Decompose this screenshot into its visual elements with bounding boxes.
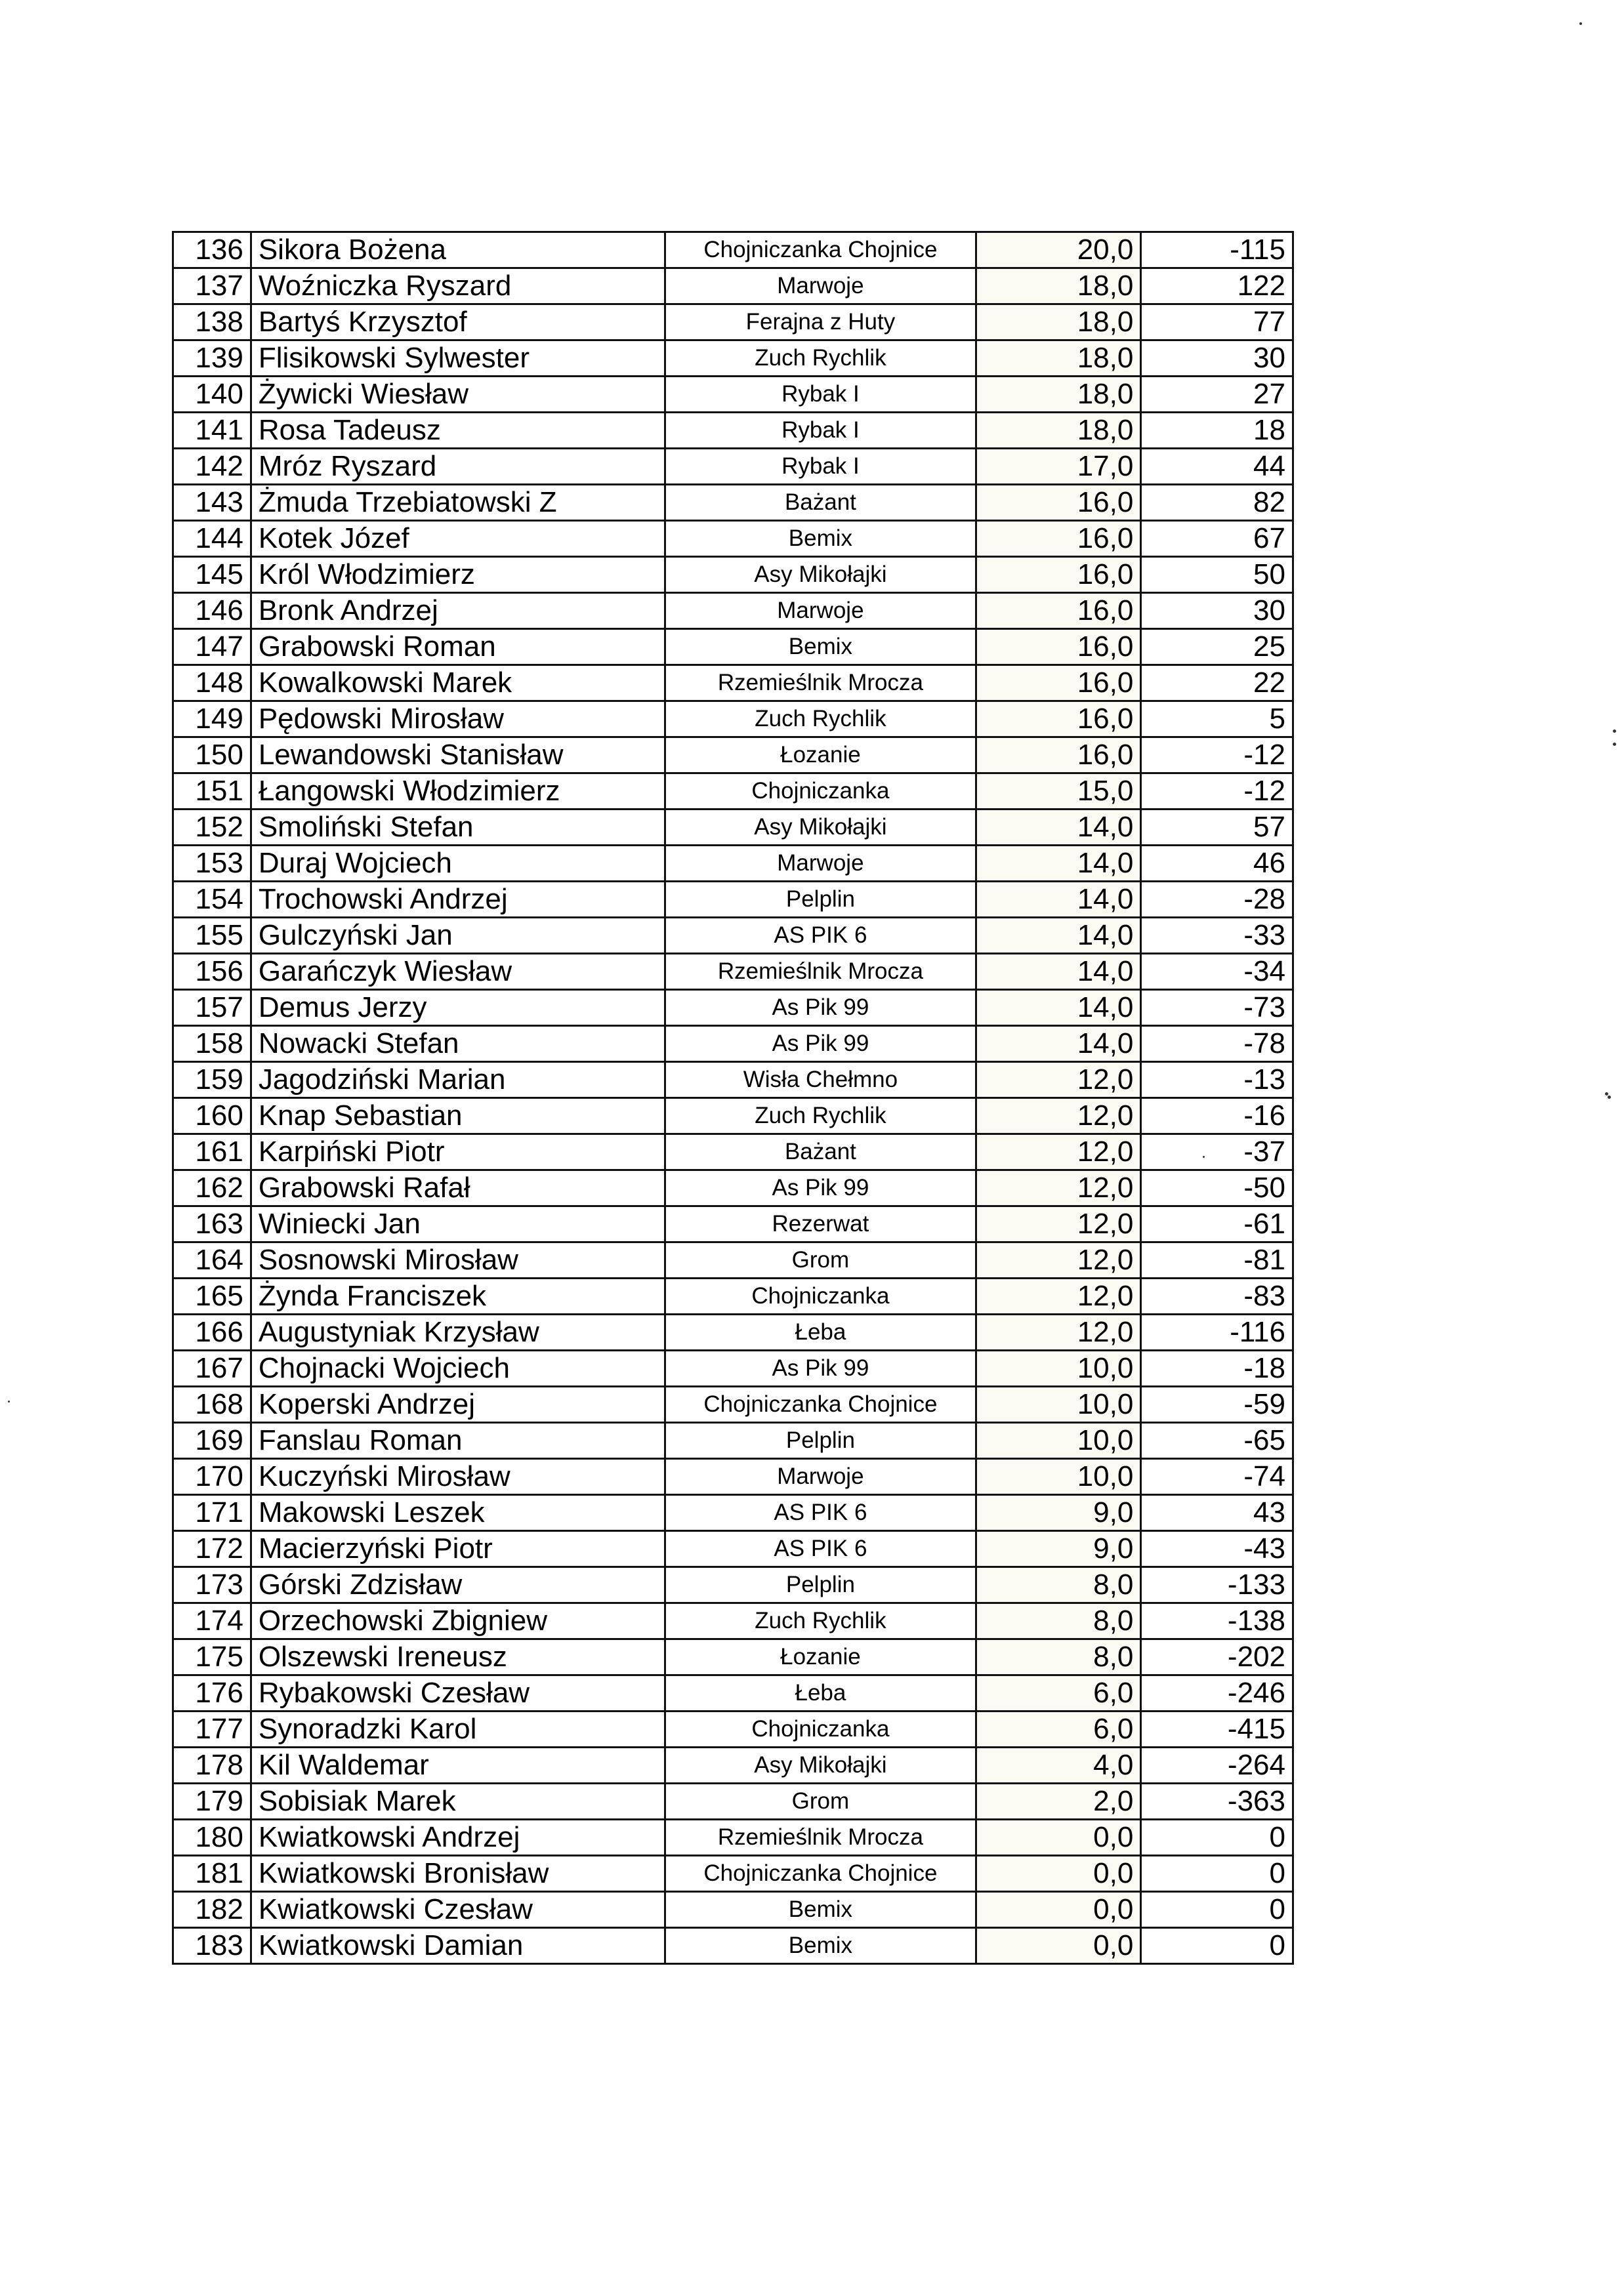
rank-cell: 158 <box>173 1026 251 1062</box>
table-row <box>173 1315 1293 1351</box>
points-cell: 12,0 <box>976 1315 1141 1351</box>
club-cell: Bażant <box>665 485 976 521</box>
points-cell: 18,0 <box>976 304 1141 340</box>
club-cell: AS PIK 6 <box>665 1531 976 1567</box>
player-name-cell: Flisikowski Sylwester <box>251 340 665 377</box>
points-cell: 12,0 <box>976 1206 1141 1242</box>
difference-cell: 46 <box>1141 846 1293 882</box>
rank-cell: 174 <box>173 1603 251 1639</box>
points-cell: 8,0 <box>976 1567 1141 1603</box>
rank-cell: 175 <box>173 1639 251 1675</box>
rank-cell: 160 <box>173 1098 251 1134</box>
player-name-cell: Kwiatkowski Andrzej <box>251 1820 665 1856</box>
points-cell: 0,0 <box>976 1892 1141 1928</box>
difference-cell: -81 <box>1141 1242 1293 1279</box>
scan-speck <box>1579 22 1582 25</box>
rank-cell: 168 <box>173 1387 251 1423</box>
rank-cell: 180 <box>173 1820 251 1856</box>
difference-cell: 30 <box>1141 593 1293 629</box>
points-cell: 16,0 <box>976 593 1141 629</box>
table-row <box>173 1062 1293 1098</box>
player-name-cell: Demus Jerzy <box>251 990 665 1026</box>
points-cell: 14,0 <box>976 846 1141 882</box>
table-row <box>173 629 1293 665</box>
rank-cell: 143 <box>173 485 251 521</box>
club-cell: As Pik 99 <box>665 1170 976 1206</box>
player-name-cell: Synoradzki Karol <box>251 1712 665 1748</box>
club-cell: Zuch Rychlik <box>665 1098 976 1134</box>
difference-cell: 67 <box>1141 521 1293 557</box>
rank-cell: 142 <box>173 449 251 485</box>
table-row <box>173 773 1293 810</box>
difference-cell: -363 <box>1141 1784 1293 1820</box>
difference-cell: 5 <box>1141 701 1293 737</box>
rank-cell: 161 <box>173 1134 251 1170</box>
table-row <box>173 1459 1293 1495</box>
club-cell: As Pik 99 <box>665 1026 976 1062</box>
table-row <box>173 1495 1293 1531</box>
difference-cell: -59 <box>1141 1387 1293 1423</box>
scan-speck <box>1605 1092 1608 1096</box>
rank-cell: 151 <box>173 773 251 810</box>
club-cell: Ferajna z Huty <box>665 304 976 340</box>
rank-cell: 147 <box>173 629 251 665</box>
rank-cell: 178 <box>173 1748 251 1784</box>
player-name-cell: Macierzyński Piotr <box>251 1531 665 1567</box>
club-cell: Rybak I <box>665 449 976 485</box>
club-cell: Rzemieślnik Mrocza <box>665 665 976 701</box>
rank-cell: 141 <box>173 413 251 449</box>
points-cell: 16,0 <box>976 701 1141 737</box>
rank-cell: 181 <box>173 1856 251 1892</box>
club-cell: Zuch Rychlik <box>665 701 976 737</box>
club-cell: Marwoje <box>665 268 976 304</box>
points-cell: 16,0 <box>976 521 1141 557</box>
club-cell: Bemix <box>665 1892 976 1928</box>
results-table <box>172 231 1294 1965</box>
rank-cell: 179 <box>173 1784 251 1820</box>
difference-cell: -12 <box>1141 737 1293 773</box>
rank-cell: 164 <box>173 1242 251 1279</box>
difference-cell: 82 <box>1141 485 1293 521</box>
table-row <box>173 1820 1293 1856</box>
points-cell: 10,0 <box>976 1351 1141 1387</box>
player-name-cell: Garańczyk Wiesław <box>251 954 665 990</box>
difference-cell: 0 <box>1141 1820 1293 1856</box>
table-row <box>173 557 1293 593</box>
club-cell: As Pik 99 <box>665 1351 976 1387</box>
player-name-cell: Bartyś Krzysztof <box>251 304 665 340</box>
player-name-cell: Knap Sebastian <box>251 1098 665 1134</box>
player-name-cell: Trochowski Andrzej <box>251 882 665 918</box>
difference-cell: 25 <box>1141 629 1293 665</box>
difference-cell: 22 <box>1141 665 1293 701</box>
club-cell: Pelplin <box>665 1567 976 1603</box>
club-cell: Marwoje <box>665 846 976 882</box>
difference-cell: -18 <box>1141 1351 1293 1387</box>
club-cell: Łeba <box>665 1675 976 1712</box>
table-row <box>173 1531 1293 1567</box>
points-cell: 8,0 <box>976 1603 1141 1639</box>
scan-speck <box>1203 1156 1205 1158</box>
club-cell: Rybak I <box>665 377 976 413</box>
player-name-cell: Kil Waldemar <box>251 1748 665 1784</box>
difference-cell: -61 <box>1141 1206 1293 1242</box>
club-cell: Marwoje <box>665 593 976 629</box>
player-name-cell: Gulczyński Jan <box>251 918 665 954</box>
player-name-cell: Augustyniak Krzysław <box>251 1315 665 1351</box>
points-cell: 18,0 <box>976 413 1141 449</box>
club-cell: Bemix <box>665 629 976 665</box>
player-name-cell: Grabowski Roman <box>251 629 665 665</box>
points-cell: 20,0 <box>976 232 1141 268</box>
points-cell: 4,0 <box>976 1748 1141 1784</box>
rank-cell: 145 <box>173 557 251 593</box>
rank-cell: 170 <box>173 1459 251 1495</box>
club-cell: Rezerwat <box>665 1206 976 1242</box>
rank-cell: 156 <box>173 954 251 990</box>
player-name-cell: Olszewski Ireneusz <box>251 1639 665 1675</box>
difference-cell: 122 <box>1141 268 1293 304</box>
player-name-cell: Chojnacki Wojciech <box>251 1351 665 1387</box>
club-cell: Chojniczanka Chojnice <box>665 1856 976 1892</box>
results-table-body <box>173 232 1293 1964</box>
table-row <box>173 810 1293 846</box>
player-name-cell: Duraj Wojciech <box>251 846 665 882</box>
table-row <box>173 665 1293 701</box>
points-cell: 0,0 <box>976 1856 1141 1892</box>
table-row <box>173 1351 1293 1387</box>
difference-cell: -65 <box>1141 1423 1293 1459</box>
club-cell: Asy Mikołajki <box>665 810 976 846</box>
club-cell: Łeba <box>665 1315 976 1351</box>
points-cell: 8,0 <box>976 1639 1141 1675</box>
difference-cell: -34 <box>1141 954 1293 990</box>
difference-cell: -133 <box>1141 1567 1293 1603</box>
difference-cell: 43 <box>1141 1495 1293 1531</box>
difference-cell: -264 <box>1141 1748 1293 1784</box>
table-row <box>173 1639 1293 1675</box>
player-name-cell: Rybakowski Czesław <box>251 1675 665 1712</box>
points-cell: 0,0 <box>976 1928 1141 1964</box>
points-cell: 16,0 <box>976 557 1141 593</box>
points-cell: 12,0 <box>976 1279 1141 1315</box>
difference-cell: -74 <box>1141 1459 1293 1495</box>
difference-cell: 57 <box>1141 810 1293 846</box>
rank-cell: 173 <box>173 1567 251 1603</box>
player-name-cell: Smoliński Stefan <box>251 810 665 846</box>
player-name-cell: Żywicki Wiesław <box>251 377 665 413</box>
rank-cell: 153 <box>173 846 251 882</box>
club-cell: Rzemieślnik Mrocza <box>665 954 976 990</box>
club-cell: Łozanie <box>665 1639 976 1675</box>
points-cell: 0,0 <box>976 1820 1141 1856</box>
player-name-cell: Żynda Franciszek <box>251 1279 665 1315</box>
table-row <box>173 990 1293 1026</box>
player-name-cell: Sosnowski Mirosław <box>251 1242 665 1279</box>
table-row <box>173 268 1293 304</box>
table-row <box>173 232 1293 268</box>
table-row <box>173 1098 1293 1134</box>
points-cell: 14,0 <box>976 882 1141 918</box>
table-row <box>173 1567 1293 1603</box>
club-cell: Łozanie <box>665 737 976 773</box>
rank-cell: 176 <box>173 1675 251 1712</box>
rank-cell: 155 <box>173 918 251 954</box>
table-row <box>173 1603 1293 1639</box>
player-name-cell: Kotek Józef <box>251 521 665 557</box>
points-cell: 10,0 <box>976 1387 1141 1423</box>
player-name-cell: Rosa Tadeusz <box>251 413 665 449</box>
points-cell: 18,0 <box>976 340 1141 377</box>
rank-cell: 171 <box>173 1495 251 1531</box>
points-cell: 9,0 <box>976 1531 1141 1567</box>
rank-cell: 177 <box>173 1712 251 1748</box>
rank-cell: 138 <box>173 304 251 340</box>
table-row <box>173 449 1293 485</box>
table-row <box>173 701 1293 737</box>
points-cell: 16,0 <box>976 485 1141 521</box>
club-cell: Grom <box>665 1784 976 1820</box>
player-name-cell: Król Włodzimierz <box>251 557 665 593</box>
rank-cell: 169 <box>173 1423 251 1459</box>
player-name-cell: Kwiatkowski Bronisław <box>251 1856 665 1892</box>
player-name-cell: Winiecki Jan <box>251 1206 665 1242</box>
club-cell: Grom <box>665 1242 976 1279</box>
table-row <box>173 1387 1293 1423</box>
difference-cell: -115 <box>1141 232 1293 268</box>
club-cell: Wisła Chełmno <box>665 1062 976 1098</box>
points-cell: 16,0 <box>976 665 1141 701</box>
points-cell: 12,0 <box>976 1062 1141 1098</box>
table-row <box>173 1712 1293 1748</box>
table-row <box>173 1784 1293 1820</box>
rank-cell: 140 <box>173 377 251 413</box>
club-cell: Bemix <box>665 1928 976 1964</box>
table-row <box>173 1279 1293 1315</box>
player-name-cell: Grabowski Rafał <box>251 1170 665 1206</box>
player-name-cell: Bronk Andrzej <box>251 593 665 629</box>
player-name-cell: Sobisiak Marek <box>251 1784 665 1820</box>
points-cell: 10,0 <box>976 1459 1141 1495</box>
difference-cell: 18 <box>1141 413 1293 449</box>
rank-cell: 136 <box>173 232 251 268</box>
player-name-cell: Żmuda Trzebiatowski Z <box>251 485 665 521</box>
rank-cell: 182 <box>173 1892 251 1928</box>
difference-cell: -12 <box>1141 773 1293 810</box>
player-name-cell: Kuczyński Mirosław <box>251 1459 665 1495</box>
player-name-cell: Karpiński Piotr <box>251 1134 665 1170</box>
points-cell: 6,0 <box>976 1675 1141 1712</box>
rank-cell: 167 <box>173 1351 251 1387</box>
rank-cell: 172 <box>173 1531 251 1567</box>
difference-cell: -73 <box>1141 990 1293 1026</box>
club-cell: Bażant <box>665 1134 976 1170</box>
difference-cell: -202 <box>1141 1639 1293 1675</box>
table-row <box>173 954 1293 990</box>
points-cell: 12,0 <box>976 1242 1141 1279</box>
table-row <box>173 1026 1293 1062</box>
points-cell: 12,0 <box>976 1134 1141 1170</box>
rank-cell: 159 <box>173 1062 251 1098</box>
table-row <box>173 485 1293 521</box>
player-name-cell: Kowalkowski Marek <box>251 665 665 701</box>
rank-cell: 150 <box>173 737 251 773</box>
club-cell: AS PIK 6 <box>665 1495 976 1531</box>
rank-cell: 139 <box>173 340 251 377</box>
points-cell: 14,0 <box>976 810 1141 846</box>
difference-cell: 44 <box>1141 449 1293 485</box>
table-row <box>173 593 1293 629</box>
player-name-cell: Orzechowski Zbigniew <box>251 1603 665 1639</box>
player-name-cell: Lewandowski Stanisław <box>251 737 665 773</box>
club-cell: Asy Mikołajki <box>665 557 976 593</box>
difference-cell: 0 <box>1141 1892 1293 1928</box>
club-cell: AS PIK 6 <box>665 918 976 954</box>
rank-cell: 157 <box>173 990 251 1026</box>
points-cell: 14,0 <box>976 918 1141 954</box>
club-cell: Chojniczanka Chojnice <box>665 232 976 268</box>
table-row <box>173 413 1293 449</box>
club-cell: Chojniczanka <box>665 1712 976 1748</box>
rank-cell: 144 <box>173 521 251 557</box>
club-cell: Rzemieślnik Mrocza <box>665 1820 976 1856</box>
table-row <box>173 882 1293 918</box>
player-name-cell: Jagodziński Marian <box>251 1062 665 1098</box>
player-name-cell: Górski Zdzisław <box>251 1567 665 1603</box>
difference-cell: -83 <box>1141 1279 1293 1315</box>
scan-speck <box>1613 729 1616 733</box>
difference-cell: -50 <box>1141 1170 1293 1206</box>
points-cell: 14,0 <box>976 990 1141 1026</box>
table-row <box>173 846 1293 882</box>
points-cell: 18,0 <box>976 377 1141 413</box>
points-cell: 16,0 <box>976 629 1141 665</box>
points-cell: 17,0 <box>976 449 1141 485</box>
points-cell: 10,0 <box>976 1423 1141 1459</box>
difference-cell: -16 <box>1141 1098 1293 1134</box>
table-row <box>173 1928 1293 1964</box>
table-row <box>173 521 1293 557</box>
points-cell: 9,0 <box>976 1495 1141 1531</box>
club-cell: Chojniczanka <box>665 773 976 810</box>
player-name-cell: Mróz Ryszard <box>251 449 665 485</box>
table-row <box>173 737 1293 773</box>
club-cell: Chojniczanka <box>665 1279 976 1315</box>
difference-cell: 50 <box>1141 557 1293 593</box>
points-cell: 12,0 <box>976 1170 1141 1206</box>
player-name-cell: Łangowski Włodzimierz <box>251 773 665 810</box>
rank-cell: 183 <box>173 1928 251 1964</box>
club-cell: Pelplin <box>665 1423 976 1459</box>
difference-cell: -116 <box>1141 1315 1293 1351</box>
difference-cell: -78 <box>1141 1026 1293 1062</box>
club-cell: Chojniczanka Chojnice <box>665 1387 976 1423</box>
rank-cell: 154 <box>173 882 251 918</box>
table-row <box>173 1856 1293 1892</box>
table-row <box>173 1423 1293 1459</box>
difference-cell: -43 <box>1141 1531 1293 1567</box>
rank-cell: 149 <box>173 701 251 737</box>
scan-speck <box>8 1401 10 1403</box>
difference-cell: 0 <box>1141 1856 1293 1892</box>
rank-cell: 162 <box>173 1170 251 1206</box>
points-cell: 12,0 <box>976 1098 1141 1134</box>
club-cell: Asy Mikołajki <box>665 1748 976 1784</box>
table-row <box>173 1170 1293 1206</box>
player-name-cell: Kwiatkowski Damian <box>251 1928 665 1964</box>
points-cell: 15,0 <box>976 773 1141 810</box>
player-name-cell: Fanslau Roman <box>251 1423 665 1459</box>
rank-cell: 163 <box>173 1206 251 1242</box>
table-row <box>173 1892 1293 1928</box>
club-cell: Zuch Rychlik <box>665 1603 976 1639</box>
table-row <box>173 1675 1293 1712</box>
table-row <box>173 1748 1293 1784</box>
points-cell: 16,0 <box>976 737 1141 773</box>
club-cell: Marwoje <box>665 1459 976 1495</box>
difference-cell: -138 <box>1141 1603 1293 1639</box>
difference-cell: 0 <box>1141 1928 1293 1964</box>
rank-cell: 152 <box>173 810 251 846</box>
club-cell: As Pik 99 <box>665 990 976 1026</box>
player-name-cell: Sikora Bożena <box>251 232 665 268</box>
player-name-cell: Pędowski Mirosław <box>251 701 665 737</box>
table-row <box>173 918 1293 954</box>
difference-cell: 77 <box>1141 304 1293 340</box>
difference-cell: -415 <box>1141 1712 1293 1748</box>
table-row <box>173 1206 1293 1242</box>
club-cell: Zuch Rychlik <box>665 340 976 377</box>
table-row <box>173 377 1293 413</box>
player-name-cell: Makowski Leszek <box>251 1495 665 1531</box>
club-cell: Pelplin <box>665 882 976 918</box>
difference-cell: 27 <box>1141 377 1293 413</box>
rank-cell: 165 <box>173 1279 251 1315</box>
club-cell: Rybak I <box>665 413 976 449</box>
points-cell: 6,0 <box>976 1712 1141 1748</box>
difference-cell: -33 <box>1141 918 1293 954</box>
rank-cell: 166 <box>173 1315 251 1351</box>
scan-speck <box>1608 1096 1611 1099</box>
table-row <box>173 1242 1293 1279</box>
rank-cell: 137 <box>173 268 251 304</box>
player-name-cell: Nowacki Stefan <box>251 1026 665 1062</box>
difference-cell: -37 <box>1141 1134 1293 1170</box>
scan-speck <box>1613 743 1616 746</box>
difference-cell: -28 <box>1141 882 1293 918</box>
table-row <box>173 304 1293 340</box>
table-row <box>173 340 1293 377</box>
difference-cell: -13 <box>1141 1062 1293 1098</box>
points-cell: 18,0 <box>976 268 1141 304</box>
difference-cell: 30 <box>1141 340 1293 377</box>
player-name-cell: Woźniczka Ryszard <box>251 268 665 304</box>
points-cell: 14,0 <box>976 954 1141 990</box>
difference-cell: -246 <box>1141 1675 1293 1712</box>
rank-cell: 148 <box>173 665 251 701</box>
player-name-cell: Koperski Andrzej <box>251 1387 665 1423</box>
club-cell: Bemix <box>665 521 976 557</box>
rank-cell: 146 <box>173 593 251 629</box>
table-row <box>173 1134 1293 1170</box>
points-cell: 2,0 <box>976 1784 1141 1820</box>
points-cell: 14,0 <box>976 1026 1141 1062</box>
player-name-cell: Kwiatkowski Czesław <box>251 1892 665 1928</box>
